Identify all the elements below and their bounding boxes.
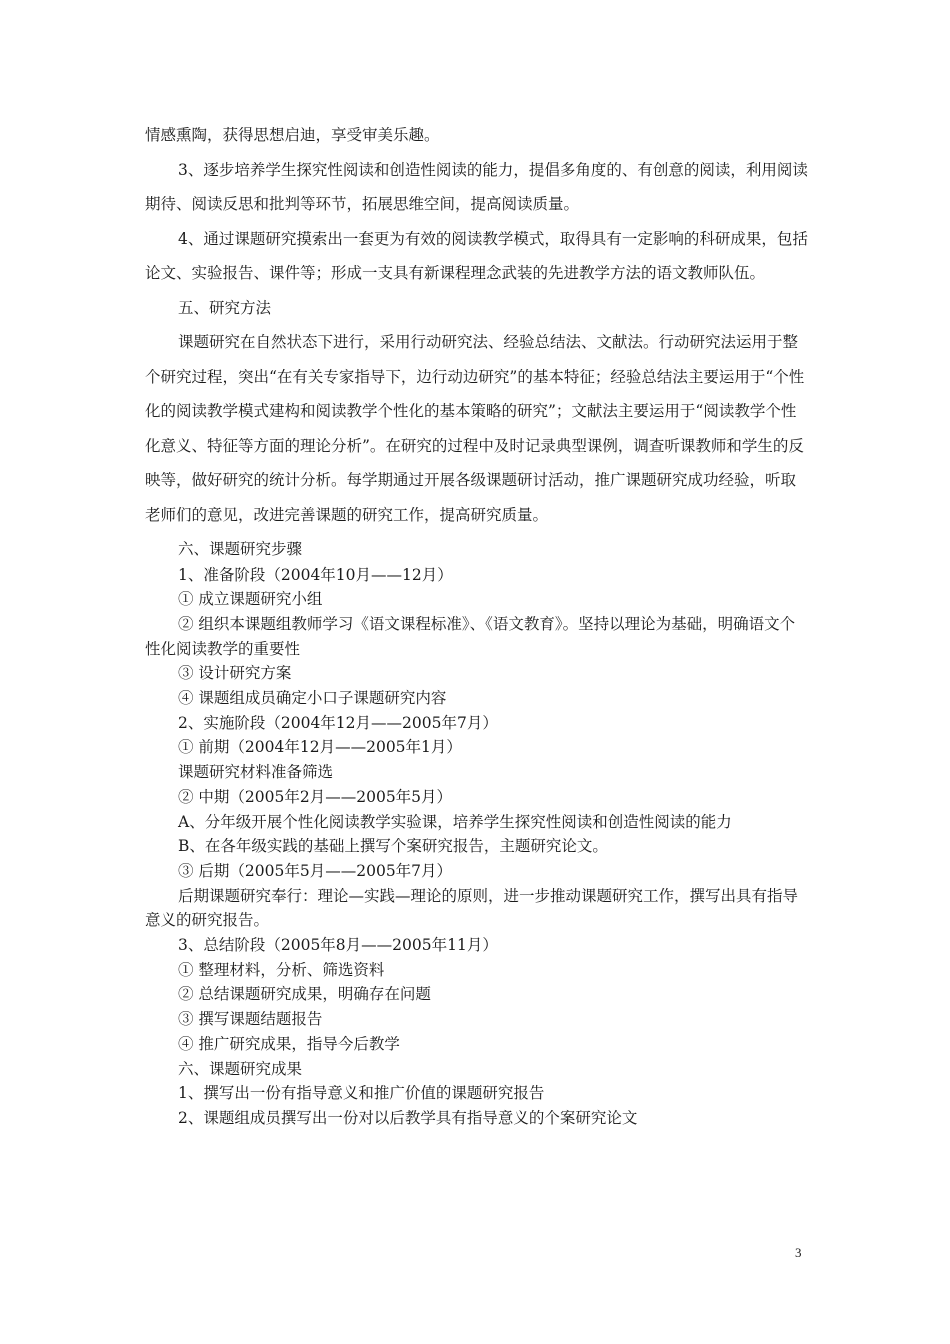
- list-item: ① 整理材料，分析、筛选资料: [178, 960, 385, 979]
- list-item: ④ 课题组成员确定小口子课题研究内容: [178, 689, 447, 708]
- list-item: A、分年级开展个性化阅读教学实验课，培养学生探究性阅读和创造性阅读的能力: [178, 812, 732, 831]
- body-section-wide: [145, 118, 810, 567]
- list-item: ③ 撰写课题结题报告: [178, 1010, 323, 1029]
- list-item: 1、准备阶段（2004年10月——12月）: [178, 565, 453, 584]
- list-item: 1、撰写出一份有指导意义和推广价值的课题研究报告: [178, 1084, 545, 1103]
- list-item: ② 总结课题研究成果，明确存在问题: [178, 985, 431, 1004]
- page-number: 3: [795, 1245, 802, 1260]
- section-heading: 五、研究方法: [178, 298, 272, 317]
- list-item: ④ 推广研究成果，指导今后教学: [178, 1034, 400, 1053]
- list-item: ② 中期（2005年2月——2005年5月）: [178, 787, 453, 806]
- section-heading: 六、课题研究步骤: [178, 540, 303, 558]
- list-item: 课题研究材料准备筛选: [178, 763, 334, 782]
- list-item: 3、总结阶段（2005年8月——2005年11月）: [178, 936, 498, 955]
- list-item: ① 前期（2004年12月——2005年1月）: [178, 738, 462, 757]
- body-section-tight: [145, 563, 810, 1131]
- list-item: ① 成立课题研究小组: [178, 590, 323, 609]
- list-item: B、在各年级实践的基础上撰写个案研究报告，主题研究论文。: [178, 837, 608, 856]
- list-item: ③ 设计研究方案: [178, 664, 292, 683]
- paragraph: 3、逐步培养学生探究性阅读和创造性阅读的能力，提倡多角度的、有创意的阅读，利用阅读期待、阅读反思和批判等环节，拓展思维空间，提高阅读质量。: [145, 160, 808, 213]
- paragraph: 课题研究在自然状态下进行，采用行动研究法、经验总结法、文献法。行动研究法运用于整个研究过程，突出“在有关专家指导下，边行动边研究”的基本特征；经验总结法主要运用于“个性化的阅读教学模式建构和阅读教学个性化的基本策略的研究”；文献法主要运用于“阅读教学个性化意义、特征等方面的理论分析”。在研究的过程中及时记录典型课例，调查听课教师和学生的反映等，做好研究的统计分析。每学期通过开展各级课题研讨活动，推广课题研究成功经验，听取老师们的意见，改进完善课题的研究工作，提高研究质量。: [145, 333, 805, 524]
- paragraph: 情感熏陶，获得思想启迪，享受审美乐趣。: [145, 126, 440, 144]
- list-item: ② 组织本课题组教师学习《语文课程标准》、《语文教育》。坚持以理论为基础，明确语文个性化阅读教学的重要性: [145, 614, 796, 658]
- list-item: 2、实施阶段（2004年12月——2005年7月）: [178, 713, 498, 732]
- page-body: [145, 118, 810, 1131]
- list-item: ③ 后期（2005年5月——2005年7月）: [178, 861, 453, 880]
- section-heading: 六、课题研究成果: [178, 1059, 303, 1078]
- paragraph: 4、通过课题研究摸索出一套更为有效的阅读教学模式，取得具有一定影响的科研成果，包括论文、实验报告、课件等；形成一支具有新课程理念武装的先进教学方法的语文教师队伍。: [145, 229, 808, 282]
- list-item: 后期课题研究奉行：理论—实践—理论的原则，进一步推动课题研究工作，撰写出具有指导意义的研究报告。: [145, 886, 799, 930]
- list-item: 2、课题组成员撰写出一份对以后教学具有指导意义的个案研究论文: [178, 1108, 638, 1127]
